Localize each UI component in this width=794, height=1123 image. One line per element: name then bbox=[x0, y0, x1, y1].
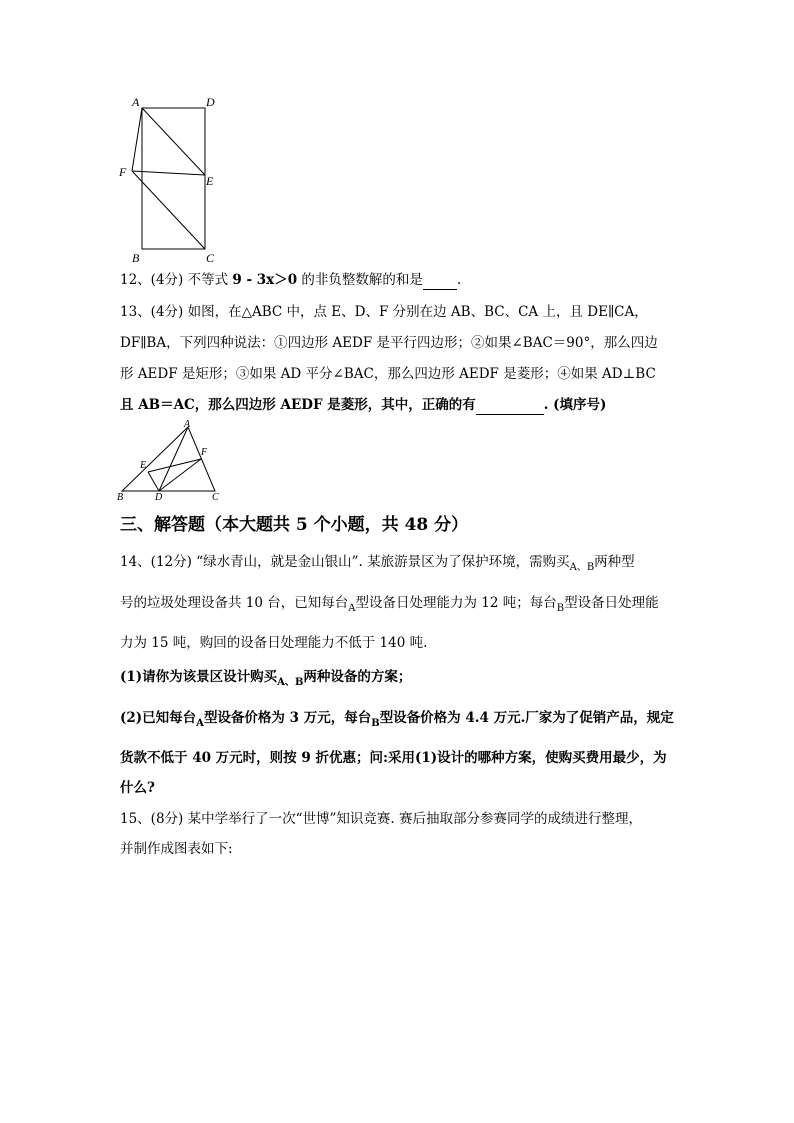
rect-abcd bbox=[142, 108, 205, 249]
label-c: C bbox=[212, 492, 219, 503]
seg-fe bbox=[132, 171, 205, 175]
diag-ae bbox=[142, 108, 205, 175]
seg-af bbox=[132, 108, 142, 171]
question-14-line1: 14、(12分) “绿水青山，就是金山银山”. 某旅游景区为了保护环境，需购买$_{A、B}$两种型 bbox=[120, 554, 635, 573]
section-title: 三、解答题（本大题共 5 个小题，共 48 分） bbox=[120, 515, 469, 535]
rectangle-figure bbox=[110, 92, 230, 264]
label-c: C bbox=[206, 251, 215, 264]
question-13-line2: DF∥BA，下列四种说法：①四边形 AEDF 是平行四边形；②如果∠BAC＝90°，那么四边 bbox=[120, 335, 658, 351]
diag-fc bbox=[132, 171, 205, 249]
question-15-line2: 并制作成图表如下: bbox=[120, 841, 233, 857]
label-f: F bbox=[119, 165, 127, 179]
label-e: E bbox=[140, 460, 147, 471]
question-12: 12、(4分) 不等式 9 - 3x＞0 的非负整数解的和是 . bbox=[120, 272, 462, 288]
label-b: B bbox=[132, 251, 140, 264]
triangle-abc bbox=[122, 427, 215, 491]
question-14-line3: 力为 15 吨，购回的设备日处理能力不低于 140 吨. bbox=[120, 635, 428, 651]
question-14-part2-line2: 货款不低于 40 万元时，则按 9 折优惠；问:采用(1)设计的哪种方案，使购买费用最少，为 bbox=[120, 750, 667, 766]
label-d: D bbox=[206, 95, 215, 109]
label-a: A bbox=[184, 419, 191, 430]
question-14-part2-line3: 什么? bbox=[120, 780, 155, 796]
question-14-part2: (2)已知每台$_A$型设备价格为 3 万元，每台$_B$型设备价格为 4.4 万元.厂家为了促销产品，规定 bbox=[120, 710, 674, 729]
label-b: B bbox=[117, 492, 124, 503]
question-13-line4: 且 AB＝AC，那么四边形 AEDF 是菱形，其中，正确的有 . (填序号) bbox=[120, 397, 607, 413]
label-d: D bbox=[155, 492, 163, 503]
triangle-figure bbox=[112, 418, 228, 504]
question-15-line1: 15、(8分) 某中学举行了一次“世博”知识竞赛. 赛后抽取部分参赛同学的成绩进行整理， bbox=[120, 811, 642, 827]
answer-blank[interactable] bbox=[476, 400, 544, 415]
question-14-part1: (1)请你为该景区设计购买$_{A、B}$两种设备的方案； bbox=[120, 669, 412, 688]
label-a: A bbox=[132, 95, 140, 109]
label-e: E bbox=[206, 174, 214, 188]
question-13-line1: 13、(4分) 如图，在△ABC 中，点 E、D、F 分别在边 AB、BC、CA 上，且 DE∥CA， bbox=[120, 304, 648, 320]
seg-de bbox=[148, 472, 159, 491]
question-14-line2: 号的垃圾处理设备共 10 台，已知每台$_A$型设备日处理能力为 12 吨；每台$_B$型设备日处理能 bbox=[120, 595, 659, 614]
answer-blank[interactable] bbox=[423, 275, 457, 290]
seg-ad bbox=[159, 427, 188, 491]
label-f: F bbox=[201, 447, 208, 458]
question-13-line3: 形 AEDF 是矩形；③如果 AD 平分∠BAC，那么四边形 AEDF 是菱形；④如果 AD⊥BC bbox=[120, 366, 656, 382]
